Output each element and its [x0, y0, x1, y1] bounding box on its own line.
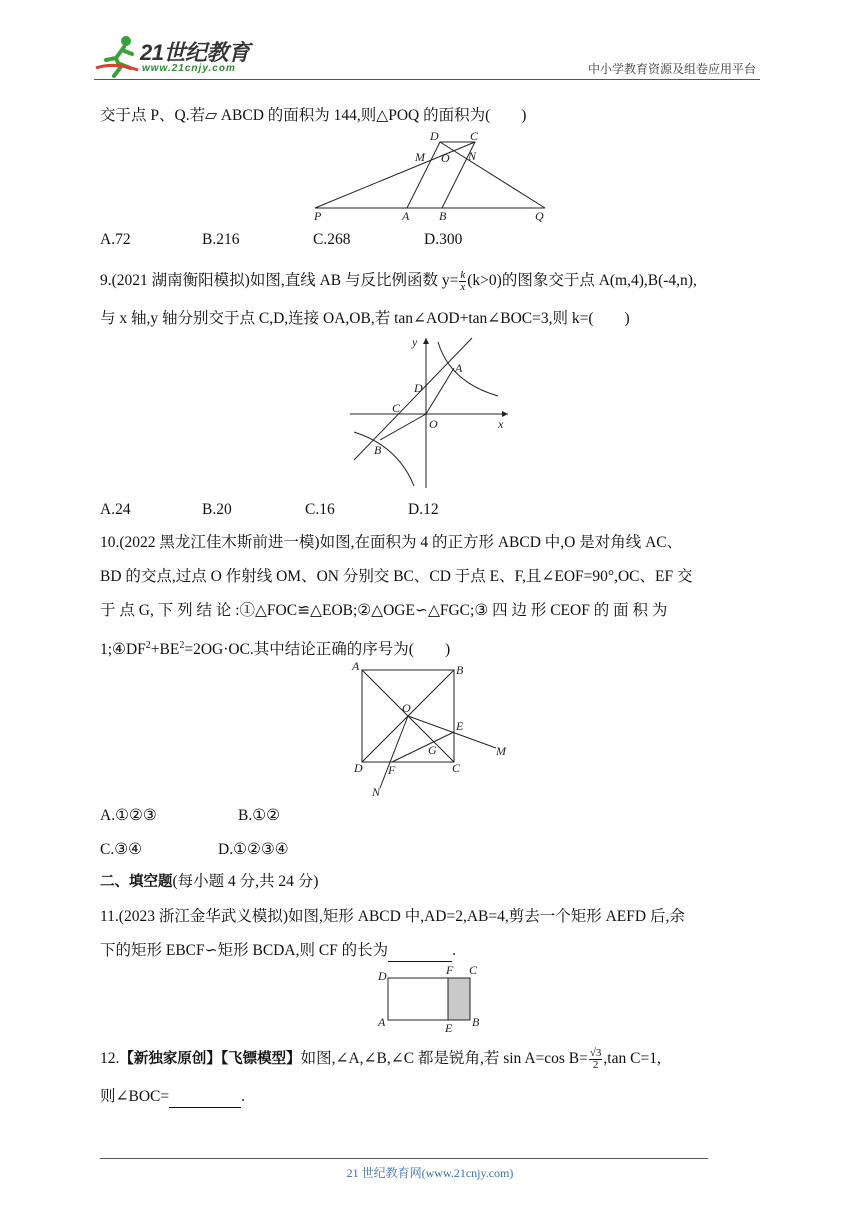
q10-line3: 于 点 G, 下 列 结 论 :①△FOC≌△EOB;②△OGE∽△FGC;③ 四 边 形 CEOF 的 面 积 为: [100, 602, 668, 619]
runner-logo-icon: [94, 34, 142, 78]
q9-label-C: C: [392, 401, 401, 415]
q11-line1: 11.(2023 浙江金华武义模拟)如图,矩形 ABCD 中,AD=2,AB=4,剪去一个矩形 AEFD 后,余: [100, 908, 685, 925]
q11-answer-blank[interactable]: [388, 941, 452, 962]
q11-line2: [100, 941, 456, 962]
q8-label-P: P: [314, 209, 322, 222]
q9-line1-b: (k>0)的图象交于点 A(m,4),B(-4,n),: [467, 272, 697, 290]
q10-label-F: F: [388, 763, 396, 777]
q9-label-x: x: [498, 417, 504, 431]
q12-frac-den: 2: [592, 1059, 599, 1071]
q9-label-O: O: [429, 417, 438, 431]
q10-option-d: D.①②③④: [218, 841, 289, 858]
q8-option-b: B.216: [202, 231, 240, 248]
q8-label-A: A: [402, 209, 410, 222]
footer-text[interactable]: 21 世纪教育网(www.21cnjy.com): [346, 1166, 514, 1180]
q9-label-A: A: [455, 361, 463, 375]
q8-label-B: B: [439, 209, 447, 222]
q12-fraction: [589, 1048, 603, 1071]
q12-tag-original: 【新独家原创】: [119, 1051, 221, 1068]
section2-title: 二、填空题: [100, 874, 173, 890]
q11-label-C: C: [469, 963, 478, 977]
section2-heading: [100, 872, 318, 892]
q12-text-b: ,tan C=1,: [603, 1050, 661, 1068]
q9-fraction: [459, 270, 466, 293]
q10-label-A: A: [352, 660, 360, 673]
q10-label-M: M: [496, 744, 506, 758]
q10-label-B: B: [456, 663, 464, 677]
q10-label-O: O: [402, 701, 411, 715]
q8-option-c: C.268: [313, 231, 351, 248]
q12-line2: [100, 1087, 245, 1108]
q10-label-G: G: [428, 743, 437, 757]
q11-label-E: E: [445, 1021, 453, 1034]
q8-label-Q: Q: [535, 209, 544, 222]
q10-line4-a: 1;④DF: [100, 641, 146, 659]
q10-line1: 10.(2022 黑龙江佳木斯前进一模)如图,在面积为 4 的正方形 ABCD 中,O 是对角线 AC、: [100, 534, 683, 551]
q10-label-N: N: [372, 785, 381, 799]
q10-sup1: 2: [145, 640, 151, 651]
q9-frac-den: x: [460, 281, 466, 293]
q9-figure: [340, 334, 520, 492]
logo-text: 21世纪教育: [140, 40, 250, 65]
q9-option-a: A.24: [100, 501, 131, 518]
header-tagline: 中小学教育资源及组卷应用平台: [587, 62, 756, 76]
q12-frac-num: √3: [589, 1047, 602, 1059]
q9-line2: 与 x 轴,y 轴分别交于点 C,D,连接 OA,OB,若 tan∠AOD+tan∠BOC=3,则 k=( ): [100, 310, 630, 327]
q9-label-B: B: [374, 443, 382, 457]
q11-figure: [372, 962, 488, 1034]
q10-sup2: 2: [179, 640, 185, 651]
q12-num: 12.: [100, 1050, 120, 1068]
q8-label-C: C: [470, 130, 479, 143]
q8-stem: 交于点 P、Q.若▱ ABCD 的面积为 144,则△POQ 的面积为( ): [100, 107, 527, 124]
q9-line1-a: 9.(2021 湖南衡阳模拟)如图,直线 AB 与反比例函数 y=: [100, 272, 459, 290]
q8-label-N: N: [468, 149, 477, 163]
q12-line2-text: 则∠BOC=: [100, 1088, 170, 1105]
q9-option-b: B.20: [202, 501, 232, 518]
header-divider: [94, 79, 760, 80]
q12-tag-model: 【飞镖模型】: [220, 1051, 301, 1068]
q9-frac-num: k: [460, 269, 466, 281]
q8-label-M: M: [415, 150, 425, 164]
q11-label-A: A: [378, 1015, 386, 1029]
q10-label-E: E: [456, 719, 464, 733]
q9-label-y: y: [412, 335, 418, 349]
q10-option-c: C.③④: [100, 841, 143, 858]
q9-label-D: D: [414, 381, 423, 395]
q9-option-c: C.16: [305, 501, 335, 518]
q8-option-d: D.300: [424, 231, 463, 248]
q11-line2-end: .: [452, 942, 457, 959]
q10-figure: [346, 660, 516, 800]
q11-label-F: F: [446, 963, 454, 977]
q10-label-D: D: [354, 761, 363, 775]
q10-line2: BD 的交点,过点 O 作射线 OM、ON 分别交 BC、CD 于点 E、F,且∠EOF=90°,OC、EF 交: [100, 568, 693, 585]
logo-url: www.21cnjy.com: [142, 63, 236, 74]
q8-option-a: A.72: [100, 231, 131, 248]
q10-line4: [100, 636, 450, 660]
q12-answer-blank[interactable]: [169, 1087, 241, 1108]
footer-divider: [100, 1158, 708, 1159]
q10-line4-c: =2OG·OC.其中结论正确的序号为( ): [184, 641, 451, 659]
q10-option-a: A.①②③: [100, 807, 157, 824]
q10-label-C: C: [452, 761, 461, 775]
q11-label-D: D: [378, 969, 387, 983]
q12-line2-end: .: [241, 1088, 245, 1105]
q9-line1: [100, 270, 697, 293]
q8-figure: [300, 130, 560, 222]
q11-label-B: B: [472, 1015, 480, 1029]
q11-line2-text: 下的矩形 EBCF∽矩形 BCDA,则 CF 的长为: [100, 942, 389, 959]
q12-line1: [100, 1048, 661, 1071]
q9-option-d: D.12: [408, 501, 439, 518]
q8-label-D: D: [430, 130, 439, 143]
q10-option-b: B.①②: [238, 807, 281, 824]
section2-note: (每小题 4 分,共 24 分): [172, 873, 319, 890]
q10-line4-b: +BE: [150, 641, 180, 659]
q12-text-a: 如图,∠A,∠B,∠C 都是锐角,若 sin A=cos B=: [300, 1050, 588, 1068]
q8-label-O: O: [441, 151, 450, 165]
